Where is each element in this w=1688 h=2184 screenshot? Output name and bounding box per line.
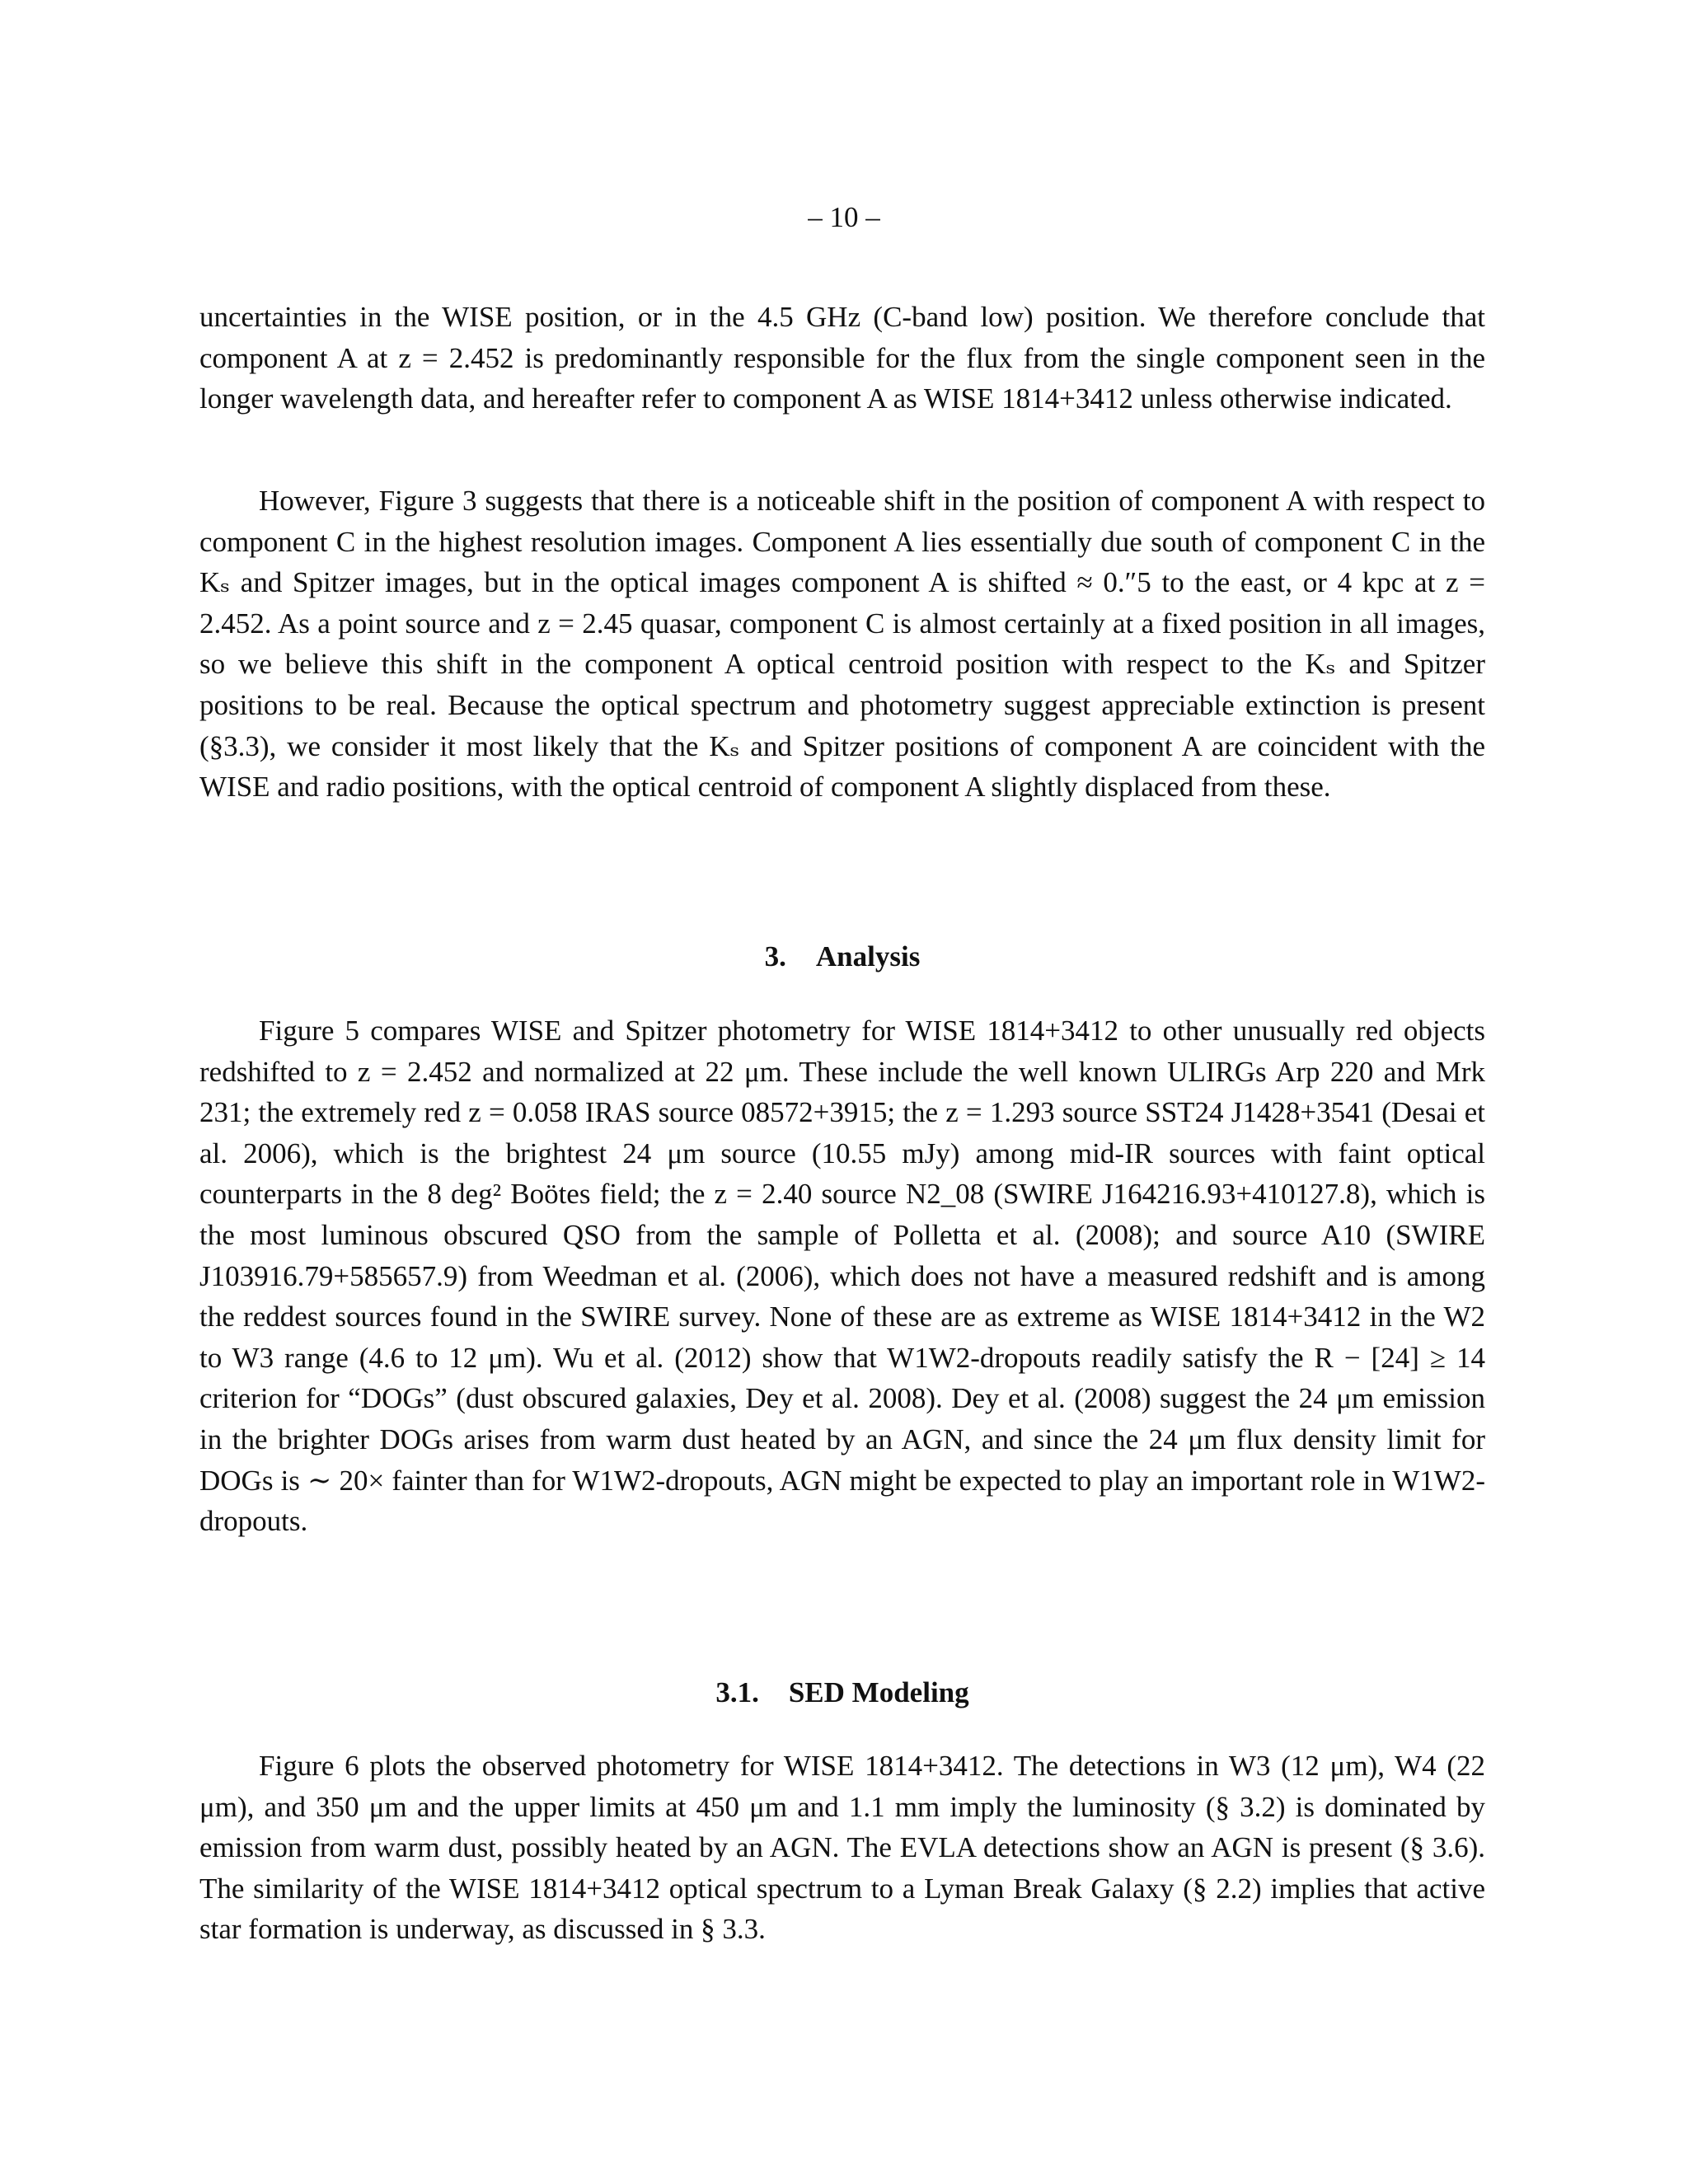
page-number: – 10 –	[808, 201, 880, 233]
paragraph-analysis: Figure 5 compares WISE and Spitzer photometry for WISE 1814+3412 to other unusually red objects redshifted to z = 2.452 and normalized at 22 μm. These include the well known ULIRGs Arp 220 and Mrk 231; the extremely red z = 0.058 IRAS source 08572+3915; the z = 1.293 source SST24 J1428+3541 (Desai et al. 2006), which is the brightest 24 μm source (10.55 mJy) among mid-IR sources with faint optical counterparts in the 8 deg² Boötes field; the z = 2.40 source N2_08 (SWIRE J164216.93+410127.8), which is the most luminous obscured QSO from the sample of Polletta et al. (2008); and source A10 (SWIRE J103916.79+585657.9) from Weedman et al. (2006), which does not have a measured redshift and is among the reddest sources found in the SWIRE survey. None of these are as extreme as WISE 1814+3412 in the W2 to W3 range (4.6 to 12 μm). Wu et al. (2012) show that W1W2-dropouts readily satisfy the R − [24] ≥ 14 criterion for “DOGs” (dust obscured galaxies, Dey et al. 2008). Dey et al. (2008) suggest the 24 μm emission in the brighter DOGs arises from warm dust heated by an AGN, and since the 24 μm flux density limit for DOGs is ∼ 20× fainter than for W1W2-dropouts, AGN might be expected to play an important role in W1W2-dropouts.	[199, 1015, 1485, 1538]
paragraph-sed-modeling: Figure 6 plots the observed photometry for WISE 1814+3412. The detections in W3 (12 μm), W4 (22 μm), and 350 μm and the upper limits at 450 μm and 1.1 mm imply the luminosity (§ 3.2) is dominated by emission from warm dust, possibly heated by an AGN. The EVLA detections show an AGN is present (§ 3.6). The similarity of the WISE 1814+3412 optical spectrum to a Lyman Break Galaxy (§ 2.2) implies that active star formation is underway, as discussed in § 3.3.	[199, 1750, 1485, 1946]
subsection-number: 3.1.	[715, 1676, 759, 1708]
section-heading-analysis	[199, 940, 1485, 973]
paragraph-component-shift: However, Figure 3 suggests that there is a noticeable shift in the position of component A with respect to component C in the highest resolution images. Component A lies essentially due south of component C in the Kₛ and Spitzer images, but in the optical images component A is shifted ≈ 0.″5 to the east, or 4 kpc at z = 2.452. As a point source and z = 2.45 quasar, component C is almost certainly at a fixed position in all images, so we believe this shift in the component A optical centroid position with respect to the Kₛ and Spitzer positions to be real. Because the optical spectrum and photometry suggest appreciable extinction is present (§3.3), we consider it most likely that the Kₛ and Spitzer positions of component A are coincident with the WISE and radio positions, with the optical centroid of component A slightly displaced from these.	[199, 485, 1485, 804]
subsection-heading-sed-modeling	[199, 1676, 1485, 1709]
paragraph-continuation: uncertainties in the WISE position, or in the 4.5 GHz (C-band low) position. We therefore conclude that component A at z = 2.452 is predominantly responsible for the flux from the single component seen in the longer wavelength data, and hereafter refer to component A as WISE 1814+3412 unless otherwise indicated.	[199, 301, 1485, 415]
section-title: Analysis	[815, 940, 921, 972]
section-number: 3.	[764, 940, 786, 972]
subsection-title: SED Modeling	[788, 1676, 969, 1708]
